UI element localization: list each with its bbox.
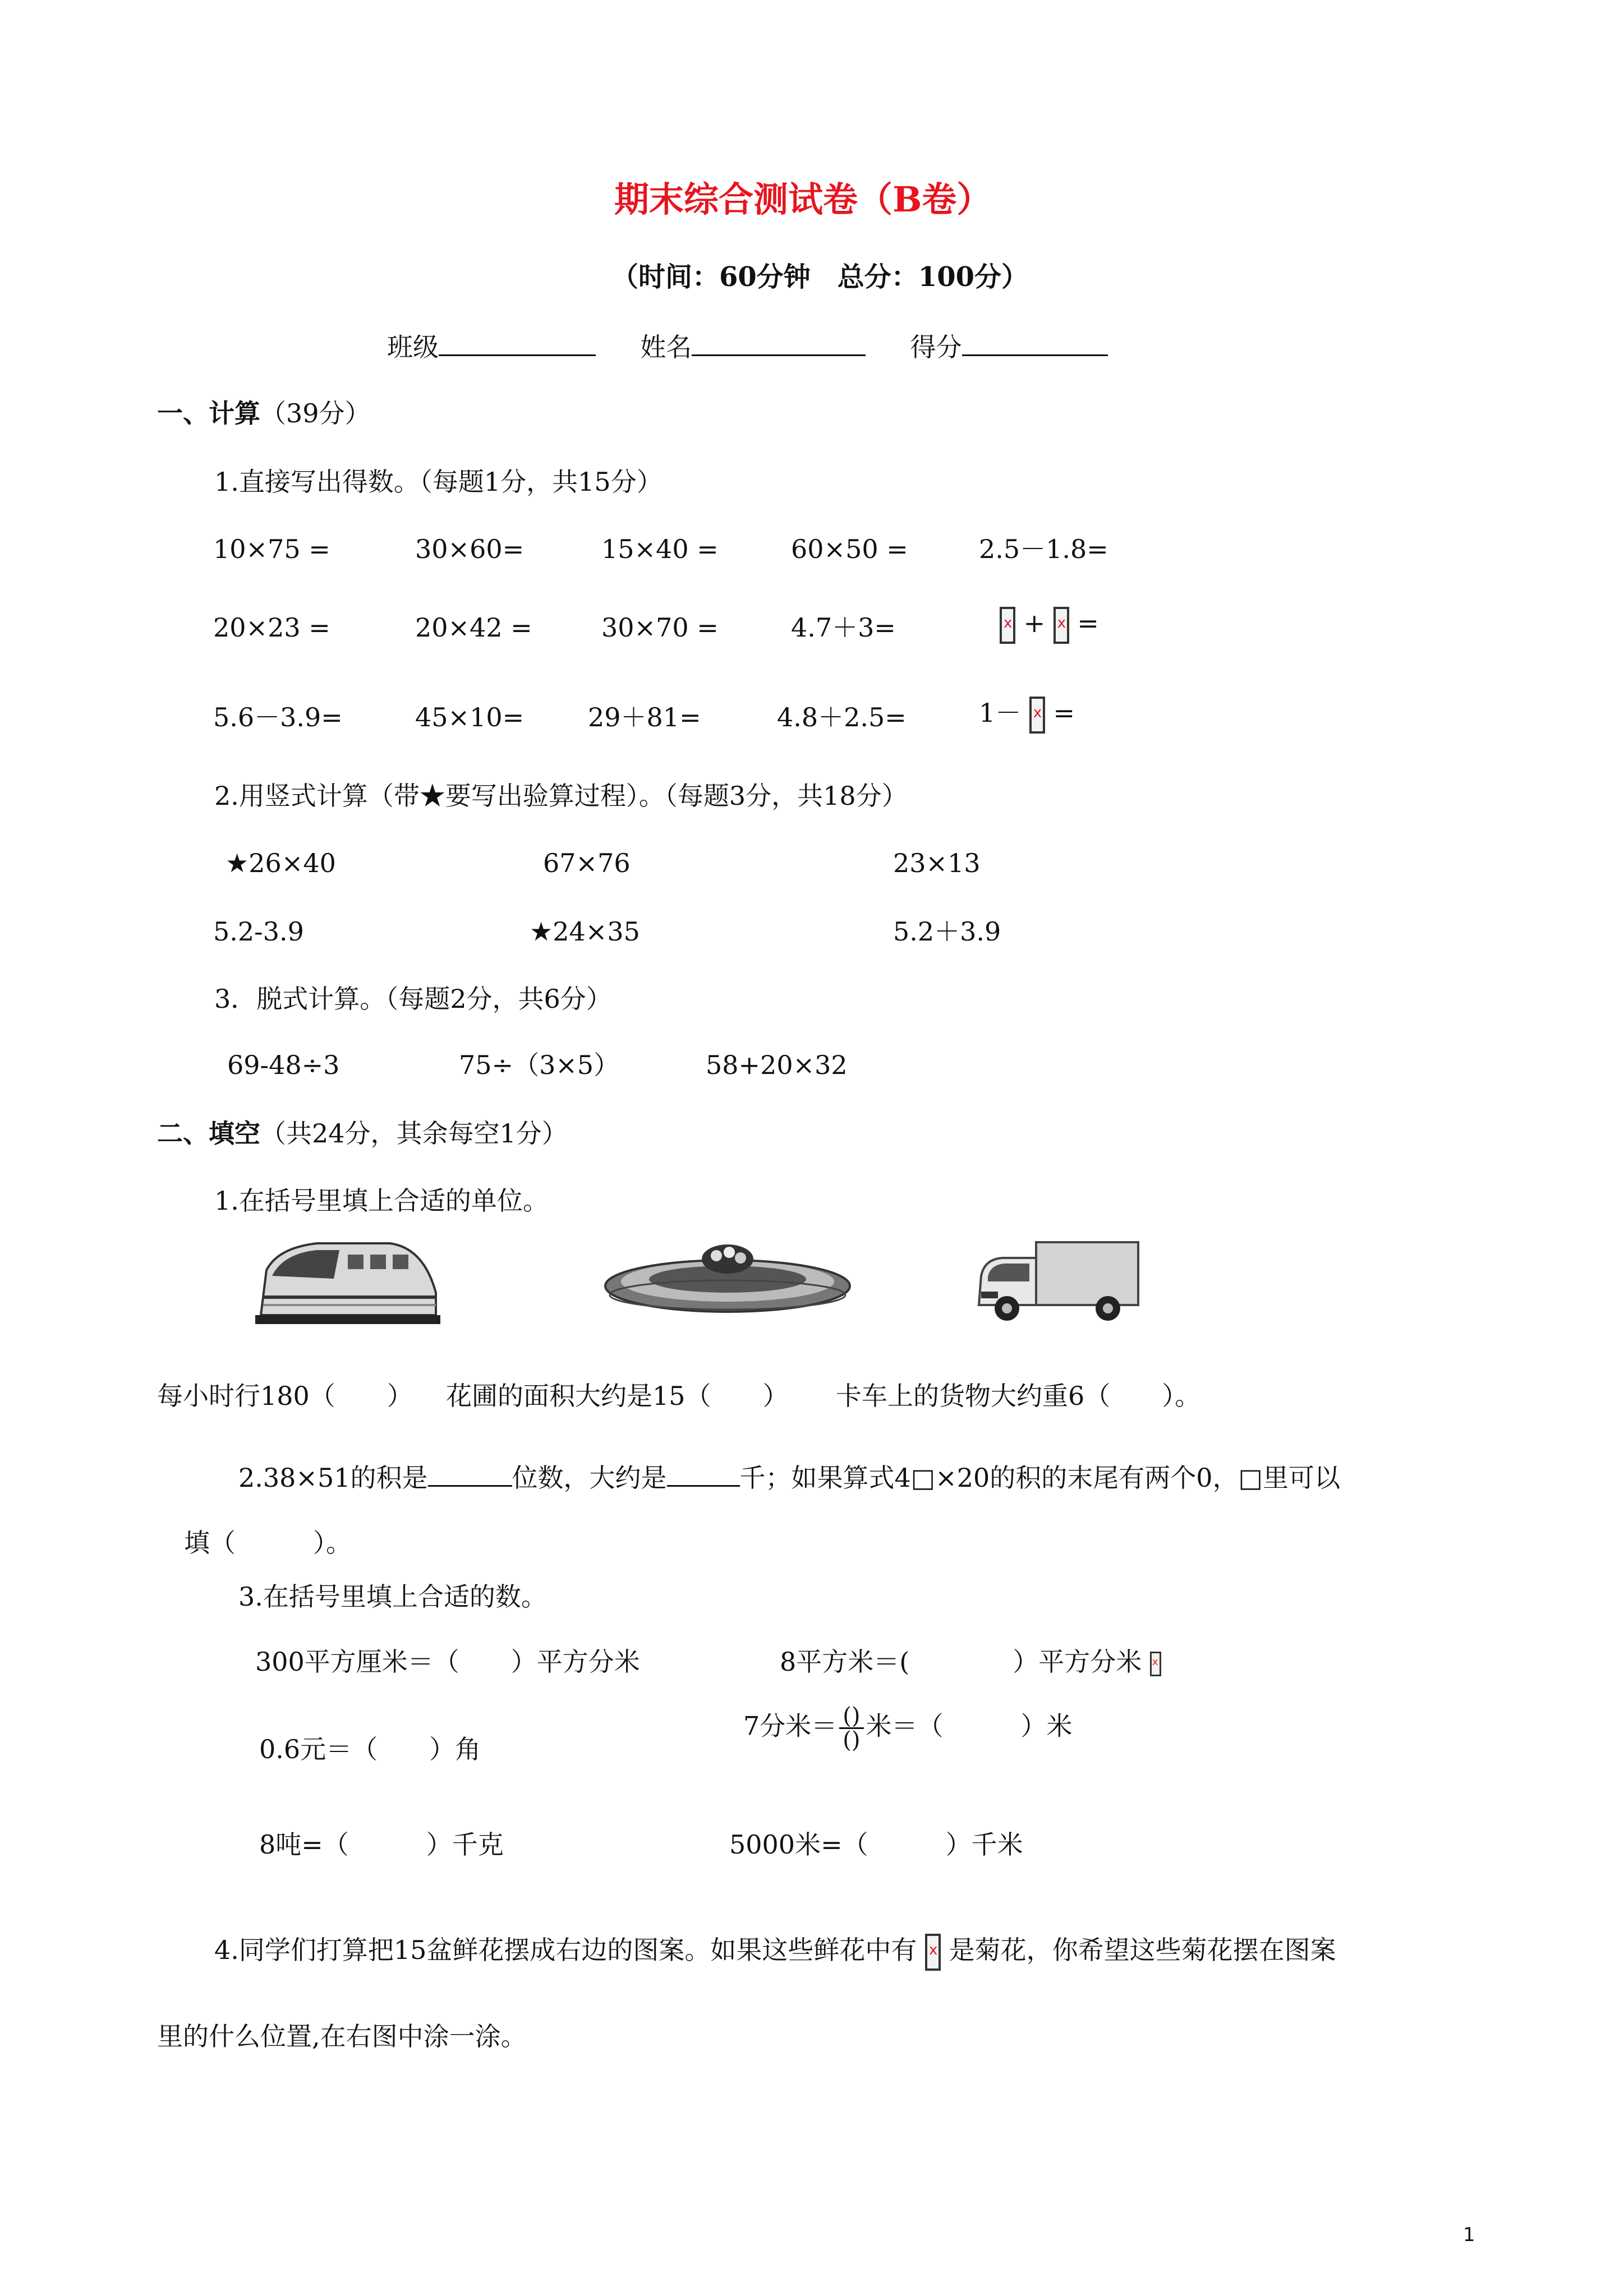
step-calc-item: 75÷（3×5） xyxy=(459,1050,620,1080)
q1-3-label: 3．脱式计算。（每题2分，共6分） xyxy=(214,984,612,1014)
calc-item: 30×70 = xyxy=(601,612,719,643)
calc-item: 5.6－3.9= xyxy=(213,702,343,732)
unit-caption: 花圃的面积大约是15（ ） xyxy=(446,1381,789,1411)
calc-item: 20×23 = xyxy=(213,612,330,643)
calc-item: 2.5－1.8= xyxy=(979,534,1108,564)
student-info-row xyxy=(387,332,1108,360)
answer-blank[interactable] xyxy=(667,1463,740,1487)
q2-4-line2: 里的什么位置,在右图中涂一涂。 xyxy=(157,2021,527,2051)
conversion-item xyxy=(780,1649,1161,1676)
vertical-calc-item: ★26×40 xyxy=(226,848,336,878)
fraction-numerator[interactable]: () xyxy=(839,1705,863,1729)
class-label: 班级 xyxy=(387,332,439,362)
page-number: 1 xyxy=(1463,2224,1475,2246)
q2-2-text: 位数，大约是 xyxy=(512,1463,667,1493)
q2-2-text: 千；如果算式4□×20的积的末尾有两个0，□里可以 xyxy=(739,1463,1341,1493)
section-1-points: （39分） xyxy=(260,398,371,428)
broken-image-icon xyxy=(925,1934,941,1971)
calc-item: 45×10= xyxy=(415,702,525,732)
step-calc-item: 69-48÷3 xyxy=(227,1050,340,1080)
calc-item: 15×40 = xyxy=(601,534,719,564)
section-2-heading xyxy=(157,1118,568,1149)
equals-sign: = xyxy=(1077,608,1099,638)
page-title: 期末综合测试卷（B卷） xyxy=(614,179,992,220)
q2-4-text: 是菊花，你希望这些菊花摆在图案 xyxy=(949,1935,1336,1965)
score-label: 得分 xyxy=(910,332,962,362)
q2-4-text: 4.同学们打算把15盆鲜花摆成右边的图案。如果这些鲜花中有 xyxy=(214,1935,917,1965)
broken-image-icon xyxy=(1150,1652,1161,1676)
q2-1-label: 1.在括号里填上合适的单位。 xyxy=(214,1186,549,1216)
flower-bed-image xyxy=(601,1237,854,1315)
score-blank[interactable] xyxy=(962,332,1108,356)
section-1-title: 一、计算 xyxy=(157,398,260,428)
calc-item: 20×42 = xyxy=(415,612,532,643)
broken-image-icon xyxy=(1029,697,1045,734)
vertical-calc-item: 67×76 xyxy=(543,848,631,878)
calc-item: 30×60= xyxy=(415,534,525,564)
conversion-text: 8平方米＝( ）平方分米 xyxy=(780,1647,1142,1677)
conversion-item: 0.6元＝（ ）角 xyxy=(259,1734,481,1764)
q2-2-text: 2.38×51的积是 xyxy=(238,1463,428,1493)
vertical-calc-item: 5.2-3.9 xyxy=(213,916,304,947)
section-2-points: （共24分，其余每空1分） xyxy=(260,1118,568,1149)
fraction-conversion-item xyxy=(743,1705,1073,1751)
name-label: 姓名 xyxy=(640,332,692,362)
answer-blank[interactable] xyxy=(428,1463,512,1487)
fraction-minus-item xyxy=(979,697,1075,734)
q2-2-line2: 填（ ）。 xyxy=(184,1528,352,1558)
vertical-calc-item: 23×13 xyxy=(893,848,981,878)
conversion-text: 米＝（ ）米 xyxy=(866,1711,1073,1741)
broken-image-icon xyxy=(1000,607,1015,644)
step-calc-item: 58+20×32 xyxy=(706,1050,848,1080)
section-2-title: 二、填空 xyxy=(157,1118,260,1149)
one-minus: 1－ xyxy=(979,698,1022,728)
section-1-heading xyxy=(157,400,371,426)
calc-item: 29＋81= xyxy=(588,702,701,732)
fraction xyxy=(839,1705,863,1751)
conversion-text: 7分米＝ xyxy=(743,1711,838,1741)
q2-4-line1 xyxy=(214,1934,1336,1971)
q1-2-label: 2.用竖式计算（带★要写出验算过程）。（每题3分，共18分） xyxy=(214,781,908,811)
calc-item: 10×75 = xyxy=(213,534,330,564)
conversion-item: 8吨=（ ）千克 xyxy=(259,1829,504,1860)
train-image xyxy=(255,1231,440,1329)
name-blank[interactable] xyxy=(692,332,866,356)
vertical-calc-item: ★24×35 xyxy=(530,916,640,947)
exam-info: （时间：60分钟 总分：100分） xyxy=(611,261,1028,293)
unit-caption: 每小时行180（ ） xyxy=(157,1381,413,1411)
plus-sign: + xyxy=(1023,608,1046,638)
conversion-item: 300平方厘米＝（ ）平方分米 xyxy=(255,1647,640,1677)
calc-item: 4.8＋2.5= xyxy=(777,702,907,732)
fraction-sum-item xyxy=(1000,607,1099,644)
truck-image xyxy=(973,1237,1142,1326)
conversion-item: 5000米=（ ）千米 xyxy=(729,1829,1023,1860)
q2-2-line1 xyxy=(238,1463,1340,1491)
broken-image-icon xyxy=(1053,607,1069,644)
equals-sign: = xyxy=(1053,698,1075,728)
q1-1-label: 1.直接写出得数。（每题1分，共15分） xyxy=(214,467,663,497)
calc-item: 60×50 = xyxy=(791,534,908,564)
calc-item: 4.7＋3= xyxy=(791,612,896,643)
class-blank[interactable] xyxy=(439,332,596,356)
vertical-calc-item: 5.2＋3.9 xyxy=(893,916,1001,947)
unit-caption: 卡车上的货物大约重6（ ）。 xyxy=(836,1381,1201,1411)
fraction-denominator[interactable]: () xyxy=(843,1727,861,1753)
q2-3-label: 3.在括号里填上合适的数。 xyxy=(238,1582,547,1612)
